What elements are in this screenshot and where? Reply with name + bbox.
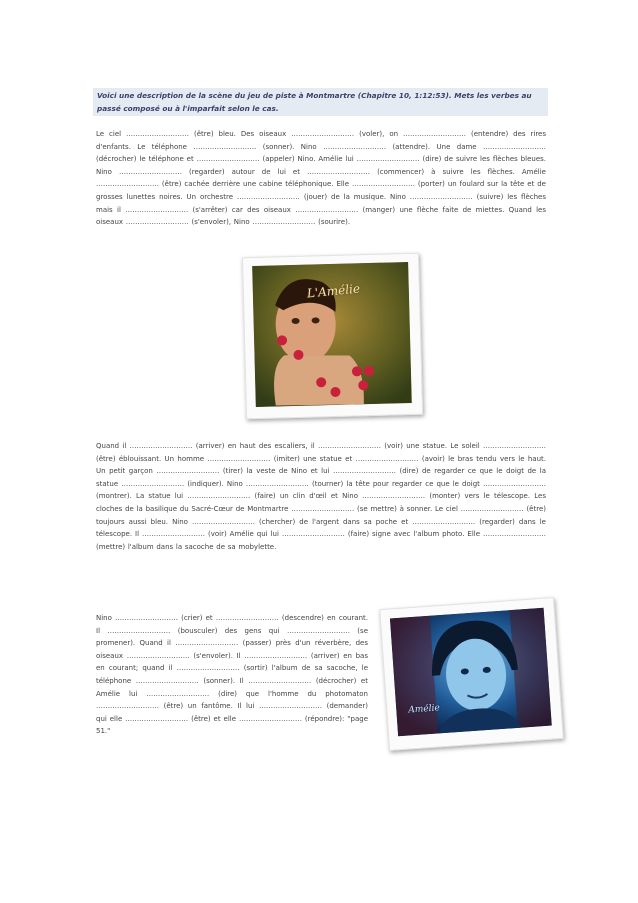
exercise-paragraph-1: Le ciel ……………………… (être) bleu. Des oiseaux ……………………… (voler), on ……………………… (entendre) des rires d'enfants. Le téléphone ……………………… (sonner). Nino ……………………… (attendre). Une dame ……………………… (décrocher) le téléphone et ……………………… (appeler) Nino. Amélie lui ……………………… (dire) de suivre les flèches bleues. Nino ……………………… (regarder) autour de lui et ……………………… (commencer) à suivre les flèches. Amélie ……………………… (être) cachée derrière une cabine téléphonique. Elle ……………………… (porter) un foulard sur la tête et de grosses lunettes noires. Un orchestre ……………………… (jouer) de la musique. Nino ……………………… (suivre) les flèches mais il ……………………… (s'arrêter) car des oiseaux ……………………… (manger) une flèche faite de miettes. Quand les oiseaux ……………………… (s'envoler), Nino ……………………… (sourire). [96, 130, 546, 227]
exercise-paragraph-2: Quand il ……………………… (arriver) en haut des escaliers, il ……………………… (voir) une statue. Le soleil ……………………… (être) éblouissant. Un homme ……………………… (imiter) une statue et ……………………… (avoir) le bras tendu vers le haut. Un petit garçon ……………………… (tirer) la veste de Nino et lui ……………………… (dire) de regarder ce que le doigt de la statue ……………………… (indiquer). Nino ……………………… (tourner) la tête pour regarder ce que le doigt ……………………… (montrer). La statue lui ……………………… (faire) un clin d'œil et Nino ……………………… (monter) vers le télescope. Les cloches de la basilique du Sacré-Cœur de Montmartre ……………………… (se mettre) à sonner. Le ciel ……………………… (être) toujours aussi bleu. Nino ……………………… (chercher) de l'argent dans sa poche et ……………………… (regarder) dans le télescope. Il ……………………… (voir) Amélie qui lui ……………………… (faire) signe avec l'album photo. Elle ……………………… (mettre) l'album dans la sacoche de sa mobylette. [96, 442, 546, 551]
poster-title: L'Amélie [306, 281, 361, 301]
portrait-title: Amélie [408, 703, 441, 716]
exercise-paragraph-3: Nino ……………………… (crier) et ……………………… (descendre) en courant. Il ……………………… (bousculer) des gens qui ……………………… (se promener). Quand il ……………………… (passer) près d'un réverbère, des oiseaux ……………………… (s'envoler). Il ……………………… (arriver) en bas en courant; quand il ……………………… (sortir) l'album de sa sacoche, le téléphone ……………………… (sonner). Il ……………………… (décrocher) et Amélie lui ……………………… (dire) que l'homme du photomaton ……………………… (être) un fantôme. Il lui ……………………… (demander) qui elle ……………………… (être) et elle ……………………… (répondre): "page 51." [96, 614, 368, 736]
amelie-poster-photo [242, 253, 423, 420]
amelie-portrait-photo [379, 597, 563, 751]
poster-image [252, 262, 412, 407]
instructions-heading: Voici une description de la scène du jeu de piste à Montmartre (Chapitre 10, 1:12:53). Mets les verbes au passé composé ou à l'imparfait selon le cas. [93, 88, 548, 116]
portrait-illustration [390, 608, 552, 736]
portrait-image [390, 608, 552, 736]
